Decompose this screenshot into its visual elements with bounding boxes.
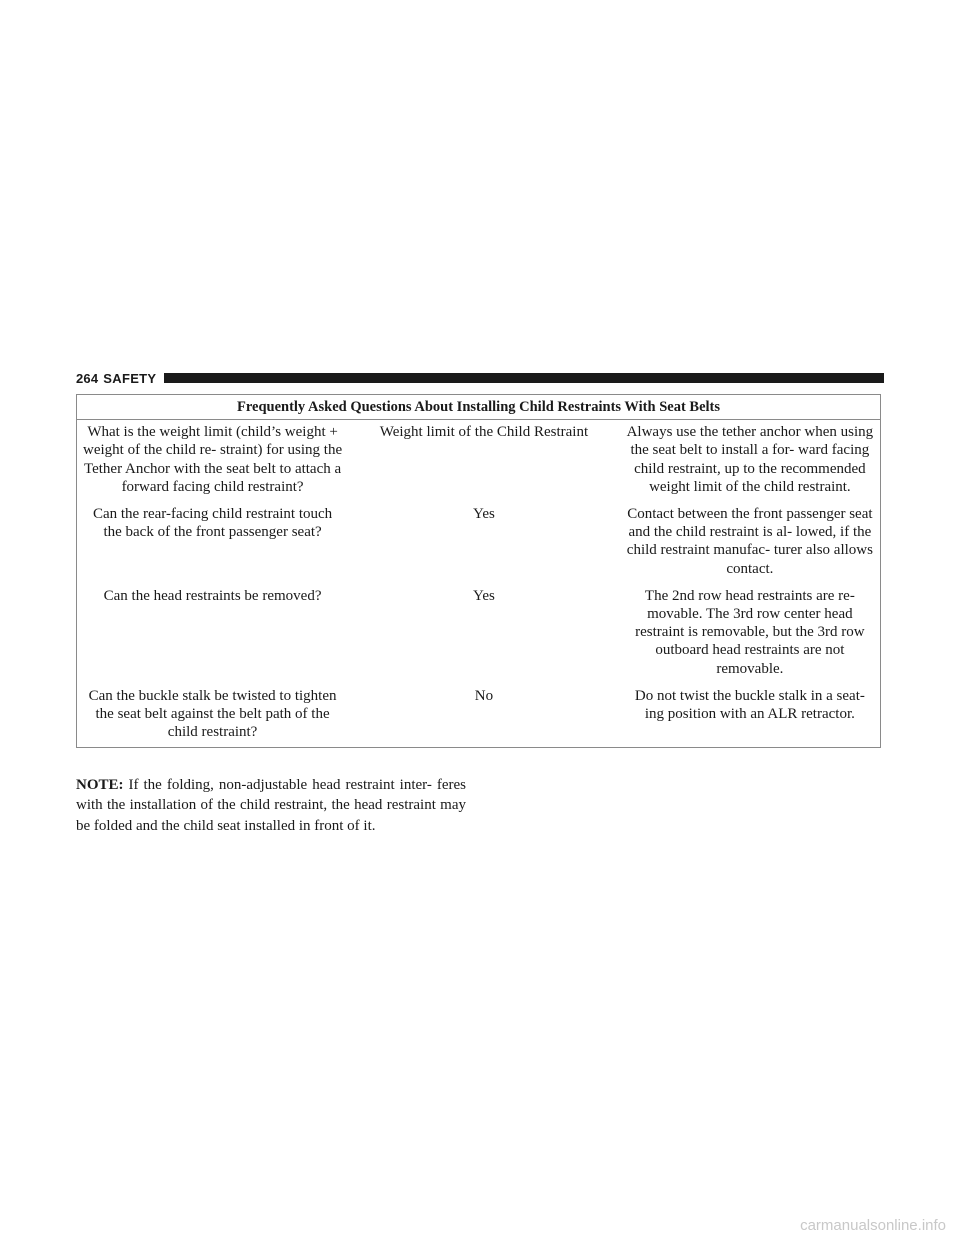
table-row [77, 584, 881, 684]
answer-cell: Weight limit of the Child Restraint [379, 424, 589, 441]
details-cell: Always use the tether anchor when using the seat belt to install a for- ward facing child restraint, up to the recommended weight limit of the child restraint. [620, 420, 881, 502]
table-title: Frequently Asked Questions About Installing Child Restraints With Seat Belts [77, 395, 881, 420]
note-paragraph [76, 775, 466, 836]
table-row [77, 420, 881, 502]
answer-cell: Yes [473, 506, 495, 523]
answer-cell: No [348, 684, 620, 748]
table-row [77, 684, 881, 748]
faq-table [76, 394, 881, 748]
header-rule [164, 373, 884, 383]
details-cell: The 2nd row head restraints are re- movable. The 3rd row center head restraint is removable, but the 3rd row outboard head restraints are not removable. [620, 584, 881, 684]
note-text: If the folding, non-adjustable head restraint inter- feres with the installation of the child restraint, the head restraint may be folded and the child seat installed in front of it. [76, 777, 466, 834]
note-label: NOTE: [76, 777, 124, 793]
table-header-row [77, 395, 881, 420]
section-title: SAFETY [103, 370, 157, 386]
details-cell: Do not twist the buckle stalk in a seat- ing position with an ALR retractor. [620, 684, 881, 748]
page-header [76, 368, 884, 388]
question-cell: Can the rear-facing child restraint touch the back of the front passenger seat? [77, 502, 349, 584]
question-cell: Can the buckle stalk be twisted to tighten the seat belt against the belt path of the child restraint? [77, 684, 349, 748]
question-cell: Can the head restraints be removed? [77, 584, 349, 684]
details-cell: Contact between the front passenger seat and the child restraint is al- lowed, if the child restraint manufac- turer also allows contact. [620, 502, 881, 584]
table-row [77, 502, 881, 584]
answer-cell: Yes [473, 587, 495, 604]
question-cell: What is the weight limit (child’s weight + weight of the child re- straint) for using the Tether Anchor with the seat belt to attach a forward facing child restraint? [77, 420, 349, 502]
watermark[interactable]: carmanualsonline.info [800, 1217, 946, 1234]
page-number: 264 [76, 370, 99, 386]
